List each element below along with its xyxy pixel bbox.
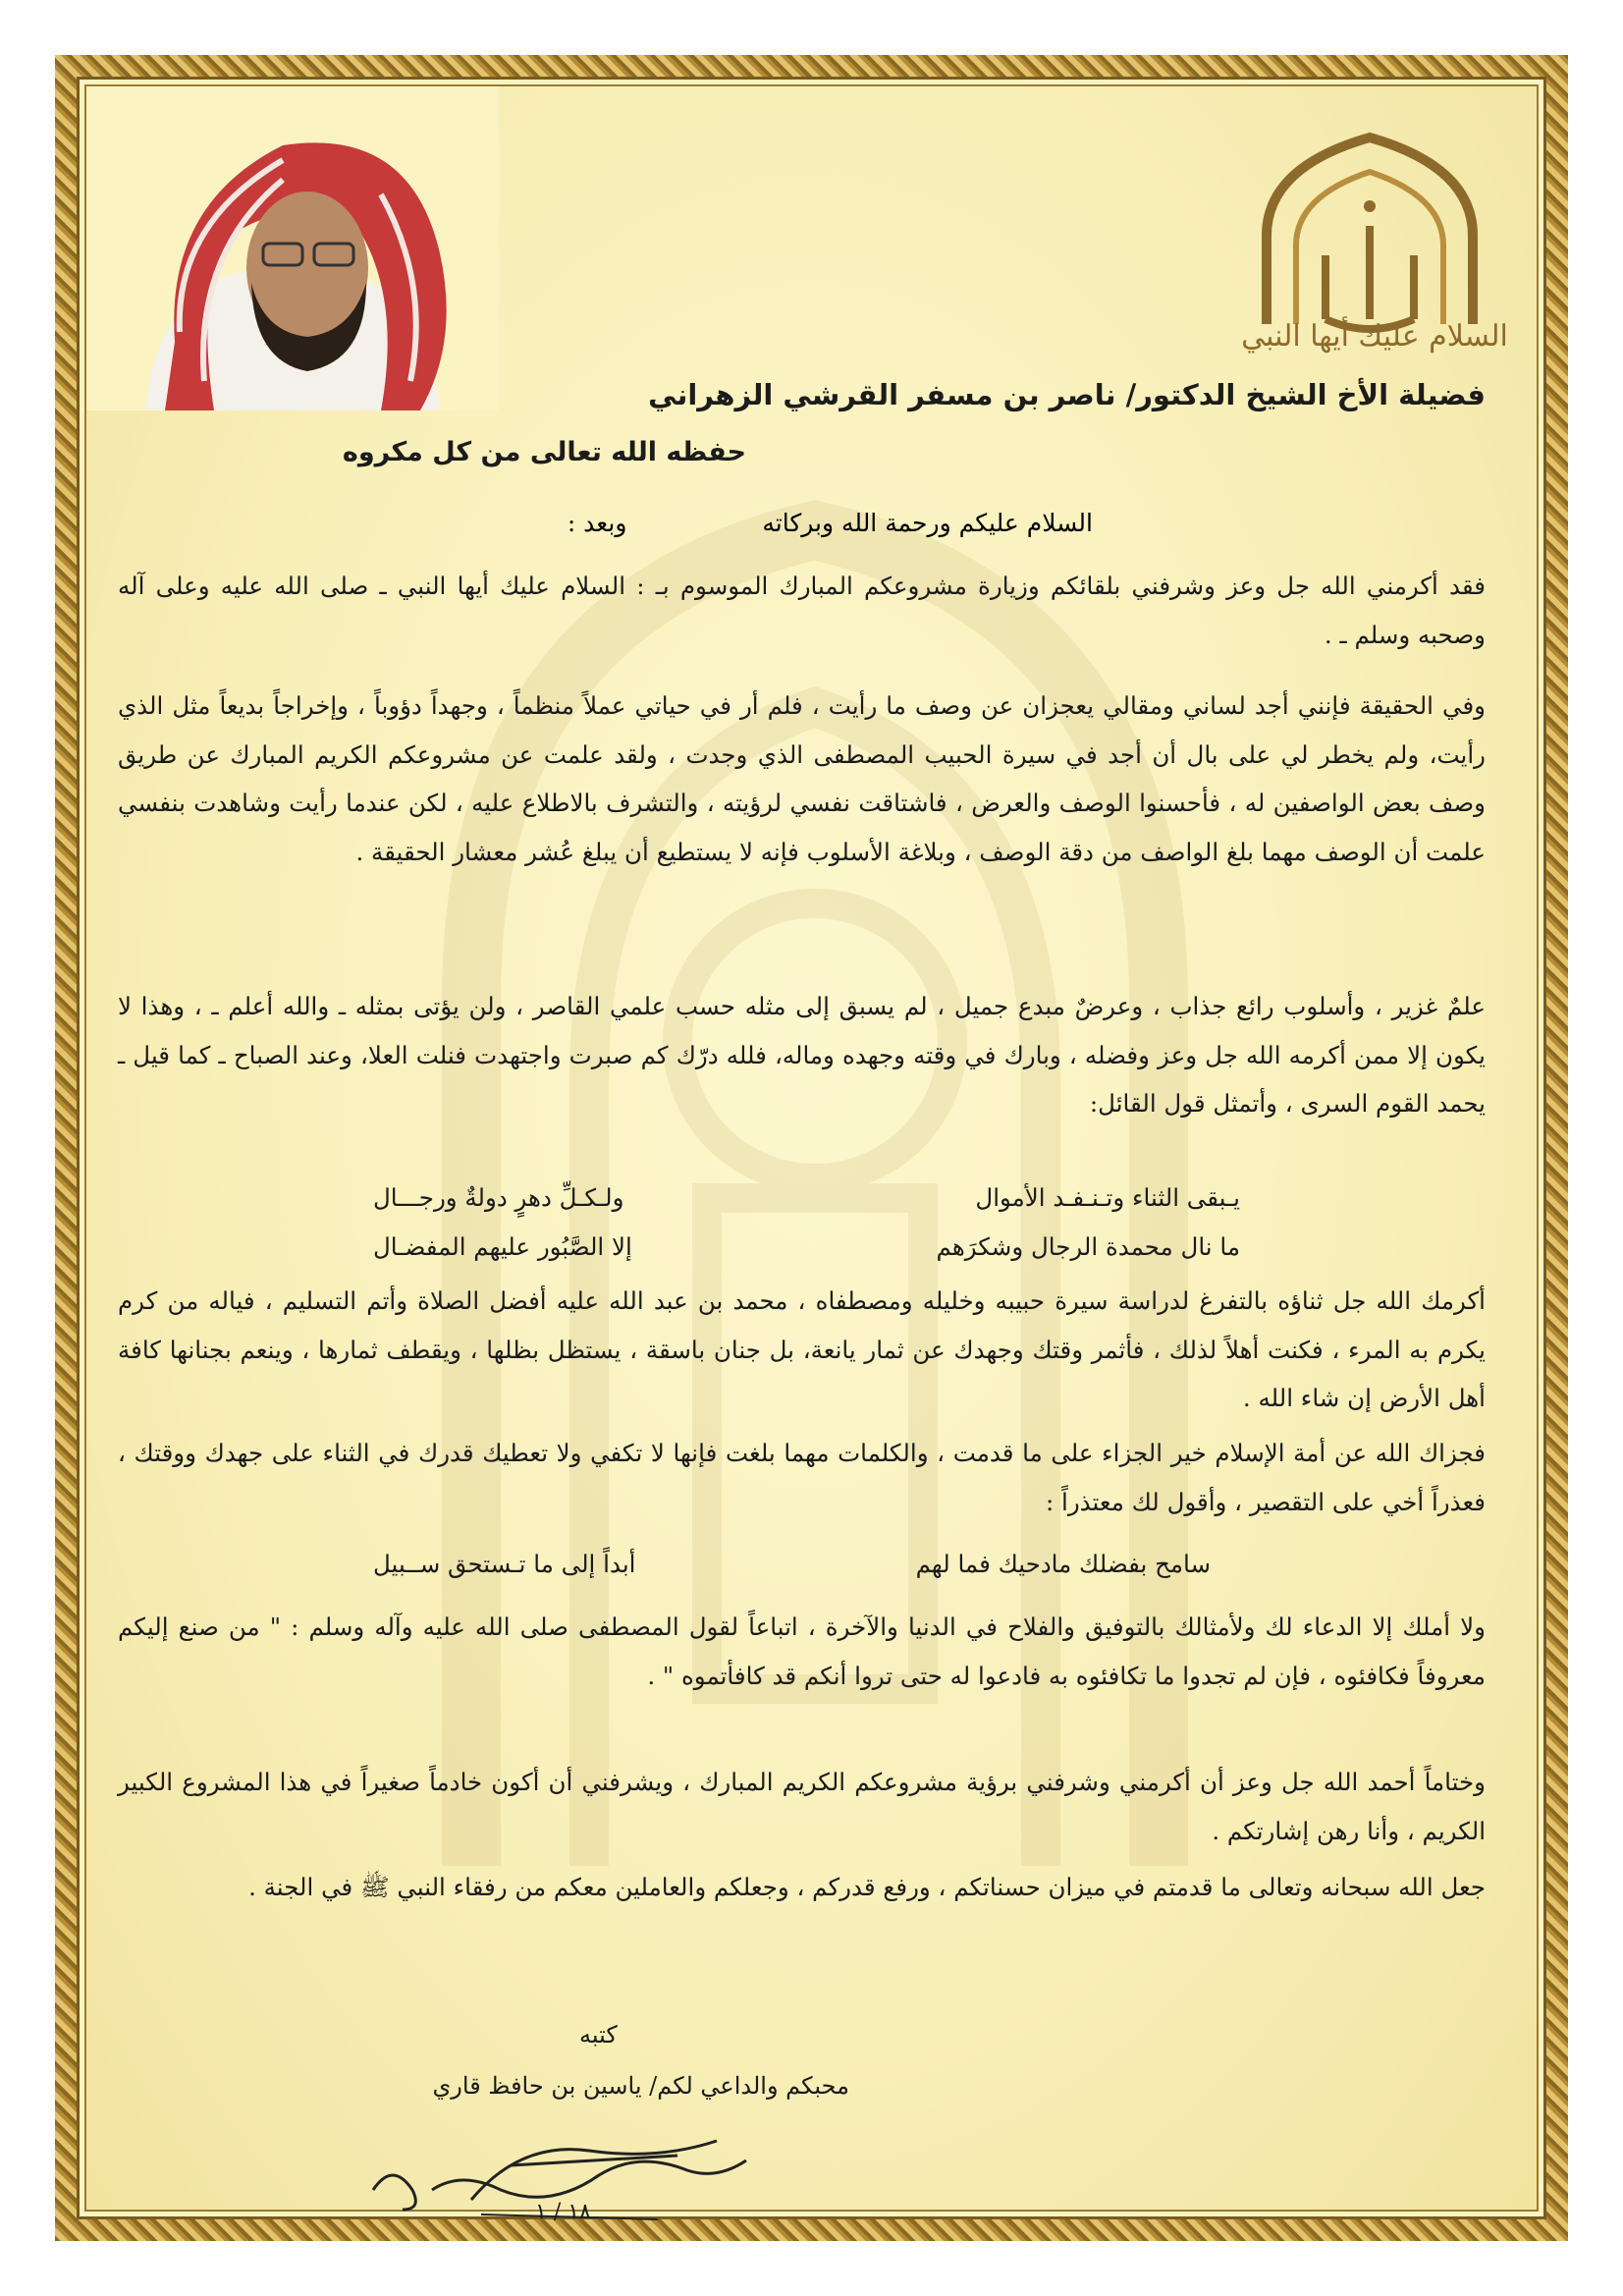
paragraph-2: وفي الحقيقة فإنني أجد لساني ومقالي يعجزان عن وصف ما رأيت ، فلم أر في حياتي عملاً منظماً ، وجهداً دؤوباً ، وإخراجاً بديعاً مثل الذي رأيت، ولم يخطر لي على بال أن أجد في سيرة الحبيب المصطفى الذي وجدت ، ولقد علمت عن مشروعكم الكريم المبارك عن طريق وصف بعض الواصفين له ، فأحسنوا الوصف والعرض ، فاشتاقت نفسي لرؤيته ، والتشرف بالاطلاع عليه ، لكن عندما رأيت وشاهدت بنفسي علمت أن الوصف مهما بلغ الواصف من دقة الوصف ، وبلاغة الأسلوب فإنه لا يستطيع أن يبلغ عُشر معشار الحقيقة .	[118, 691, 1486, 866]
verse-2a: ما نال محمدة الرجال وشكرَهم	[936, 1232, 1240, 1261]
verse-1a: يـبقى الثناء وتـنـفـد الأموال	[975, 1183, 1240, 1212]
paragraph-3: علمٌ غزير ، وأسلوب رائع جذاب ، وعرضٌ مبدع جميل ، لم يسبق إلى مثله حسب علمي القاصر ، ولن يؤتى بمثله ـ والله أعلم ـ ، وهذا لا يكون إلا ممن أكرمه الله جل وعز وفضله ، وبارك في وقته وجهده وماله، فلله درّك كم صبرت واجتهدت فنلت العلا، وعند الصباح ـ كما قيل ـ يحمد القوم السرى ، وأتمثل قول القائل:	[118, 992, 1486, 1118]
greeting-line	[440, 509, 1093, 537]
signer-line: محبكم والداعي لكم/ ياسين بن حافظ قاري	[432, 2072, 849, 2100]
paragraph-6: ولا أملك إلا الدعاء لك ولأمثالك بالتوفيق والفلاح في الدنيا والآخرة ، اتباعاً لقول المصطفى صلى الله عليه وآله وسلم : " من صنع إليكم معروفاً فكافئوه ، فإن لم تجدوا ما تكافئوه به فادعوا له حتى تروا أنكم قد كافأتموه " .	[118, 1613, 1486, 1690]
paragraph-8: جعل الله سبحانه وتعالى ما قدمتم في ميزان حسناتكم ، ورفع قدركم ، وجعلكم والعاملين معكم من رفقاء النبي ﷺ في الجنة .	[248, 1873, 1486, 1901]
addressee-title: فضيلة الأخ الشيخ الدكتور/ ناصر بن مسفر القرشي الزهراني	[648, 378, 1486, 411]
greeting-salam: السلام عليكم ورحمة الله وبركاته	[762, 509, 1093, 537]
logo-motto: السلام عليك أيها النبي	[1241, 319, 1508, 354]
paragraph-5: فجزاك الله عن أمة الإسلام خير الجزاء على ما قدمت ، والكلمات مهما بلغت فإنها لا تكفي ولا تعطيك قدرك في الثناء على جهدك ووقتك ، فعذراً أخي على التقصير ، وأقول لك معتذراً :	[118, 1439, 1486, 1516]
paragraph-4: أكرمك الله جل ثناؤه بالتفرغ لدراسة سيرة حبيبه وخليله ومصطفاه ، محمد بن عبد الله عليه أفضل الصلاة وأتم التسليم ، فياله من كرم يكرم به المرء ، فكنت أهلاً لذلك ، فأثمر وقتك وجهدك عن ثمار يانعة، بل جنان باسقة ، يستظل بظلها ، ويقطف ثمارها ، وينعم بجنانها كافة أهل الأرض إن شاء الله .	[118, 1286, 1486, 1412]
portrait-photo	[86, 86, 499, 410]
paragraph-7: وختاماً أحمد الله جل وعز أن أكرمني وشرفني برؤية مشروعكم الكريم المبارك ، ويشرفني أن أكون خادماً صغيراً في هذا المشروع الكبير الكريم ، وأنا رهن إشارتكم .	[118, 1768, 1486, 1845]
verse-2b: إلا الصَّبُور عليهم المفضـال	[373, 1232, 632, 1261]
verse-3a: سامح بفضلك مادحيك فما لهم	[915, 1550, 1211, 1578]
greeting-baad: وبعد :	[567, 509, 627, 537]
signature-date: ١٨ / ١	[535, 2200, 591, 2224]
verse-1b: ولـكـلِّ دهرٍ دولةٌ ورجـــال	[373, 1183, 624, 1212]
wrote-label: كتبه	[579, 2021, 618, 2049]
paragraph-1: فقد أكرمني الله جل وعز وشرفني بلقائكم وزيارة مشروعكم المبارك الموسوم بـ : السلام عليك أيها النبي ـ صلى الله عليه وعلى آله وصحبه وسلم ـ .	[118, 572, 1486, 649]
addressee-subtitle: حفظه الله تعالى من كل مكروه	[342, 437, 746, 467]
verse-3b: أبداً إلى ما تـستحق ســبيل	[373, 1550, 636, 1578]
